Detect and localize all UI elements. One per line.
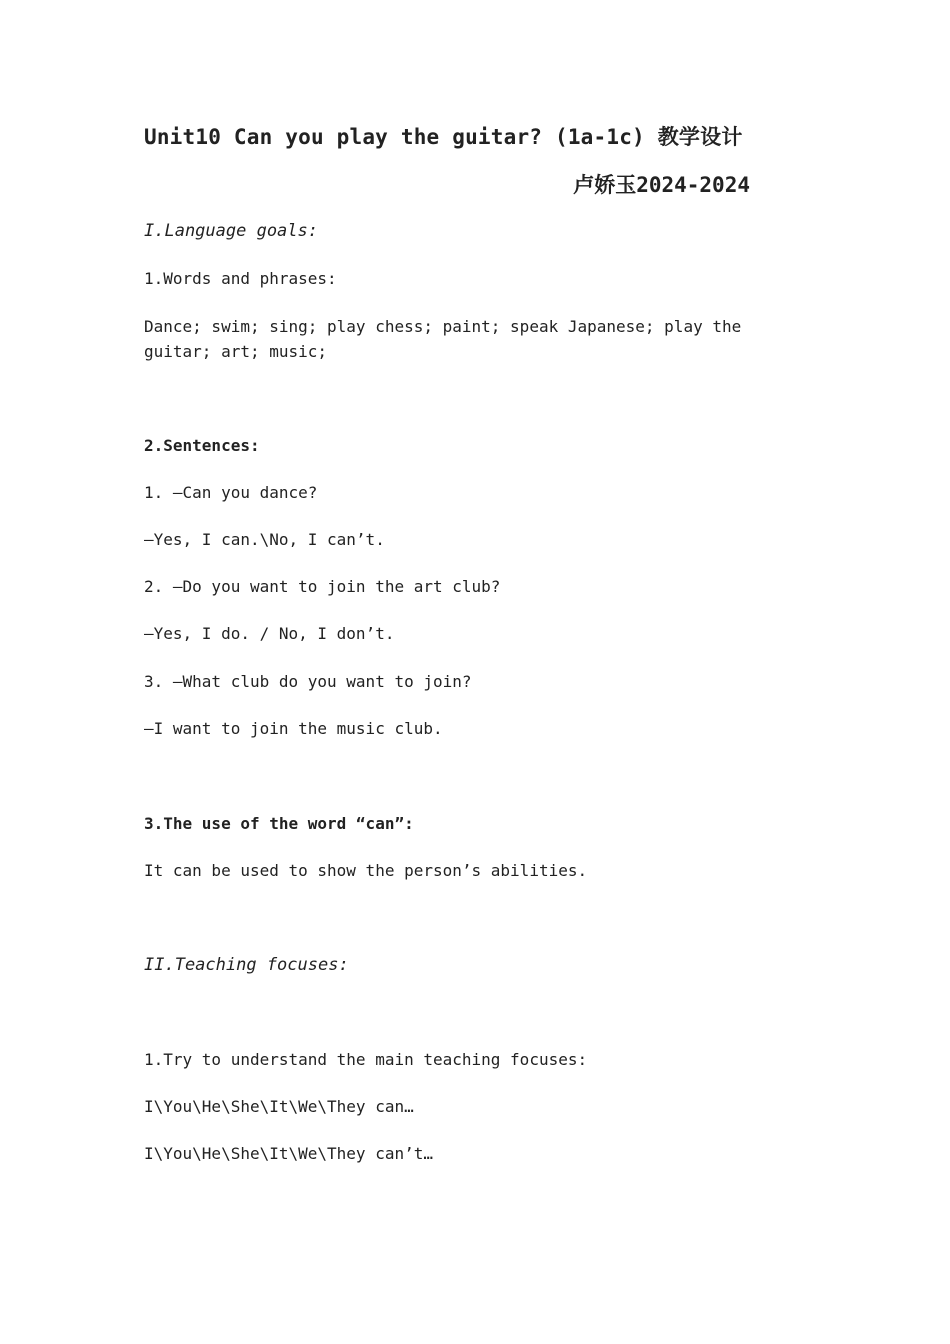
focus-line: I\You\He\She\It\We\They can… [144, 1097, 414, 1116]
words-phrases-heading: 1.Words and phrases: [144, 269, 337, 288]
sentence-line: —Yes, I can.\No, I can’t. [144, 530, 385, 549]
sentence-line: 2. —Do you want to join the art club? [144, 577, 501, 596]
focus-line: I\You\He\She\It\We\They can’t… [144, 1144, 433, 1163]
can-use-heading: 3.The use of the word “can”: [144, 814, 414, 833]
section-heading-language-goals: I.Language goals: [144, 221, 318, 241]
sentence-line: —Yes, I do. / No, I don’t. [144, 624, 395, 643]
section-heading-teaching-focuses: II.Teaching focuses: [144, 955, 349, 975]
document-title: Unit10 Can you play the guitar? (1a-1c) 教学设计 [144, 125, 743, 149]
can-use-text: It can be used to show the person’s abilities. [144, 861, 588, 880]
sentence-line: 1. —Can you dance? [144, 483, 318, 502]
sentences-heading: 2.Sentences: [144, 436, 260, 455]
focus-heading: 1.Try to understand the main teaching focuses: [144, 1050, 588, 1069]
document-page [144, 0, 754, 1344]
sentence-line: —I want to join the music club. [144, 719, 443, 738]
words-phrases-text: Dance; swim; sing; play chess; paint; speak Japanese; play the guitar; art; music; [144, 317, 742, 361]
sentence-line: 3. —What club do you want to join? [144, 672, 472, 691]
author-line: 卢娇玉2024-2024 [573, 173, 750, 197]
